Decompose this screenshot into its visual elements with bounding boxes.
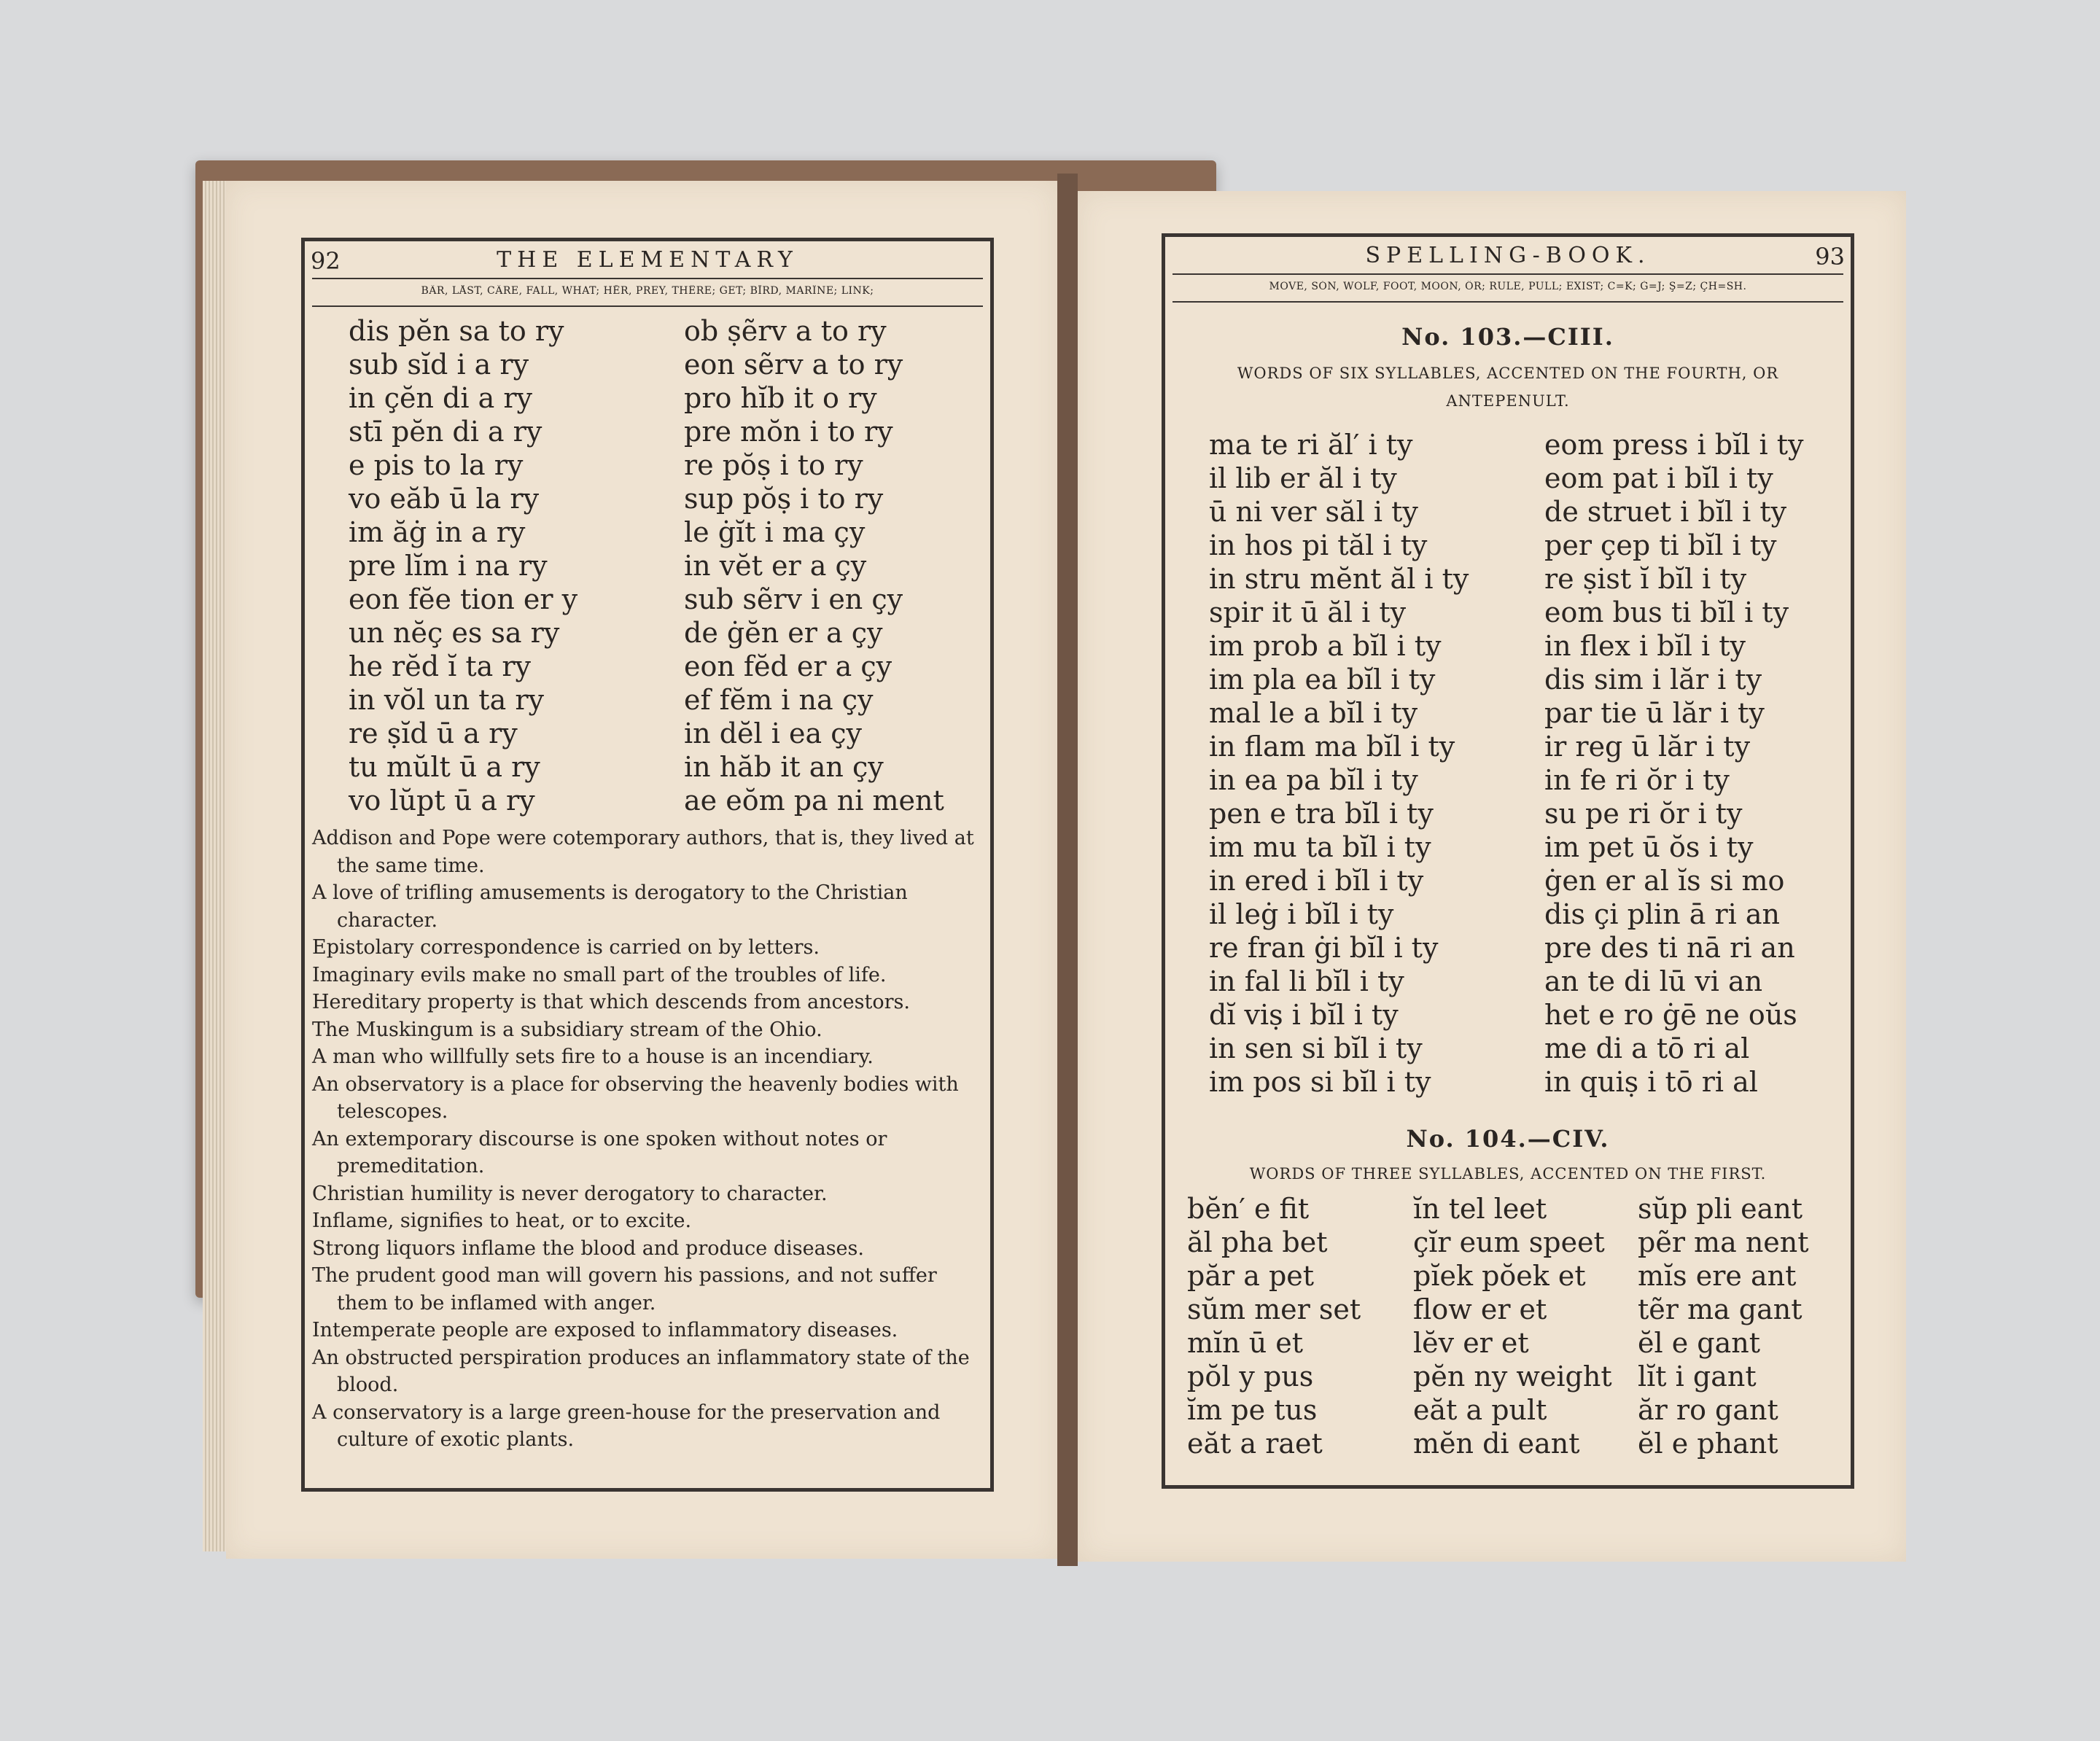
spelling-word: im pet ū ŏs i ty	[1544, 831, 1754, 863]
spelling-word: mal le a bĭl i ty	[1209, 697, 1418, 729]
spelling-word: ăr ro gant	[1638, 1394, 1778, 1426]
spelling-word: mĭn ū et	[1187, 1327, 1304, 1359]
right-key-rule	[1172, 301, 1843, 303]
example-sentence: An obstructed perspiration produces an inflammatory state of the blood.	[312, 1346, 970, 1396]
spelling-word: pĭek pŏek et	[1413, 1260, 1586, 1292]
section-103-description: WORDS OF SIX SYLLABLES, ACCENTED ON THE FOURTH, OR ANTEPENULT.	[1237, 365, 1779, 410]
page-edges	[203, 181, 229, 1551]
spelling-word: sŭm mer set	[1187, 1293, 1361, 1325]
spelling-word: im pos si bĭl i ty	[1209, 1066, 1431, 1098]
spelling-word: lĭt i gant	[1638, 1360, 1757, 1393]
spelling-word: pre des ti nā ri an	[1544, 932, 1795, 964]
left-key-rule	[312, 305, 983, 307]
spelling-word: pẽr ma nent	[1638, 1226, 1809, 1258]
spelling-word: in dĕl i ea çy	[684, 717, 862, 749]
spelling-word: in flex i bĭl i ty	[1544, 630, 1746, 662]
spelling-word: pro hĭb it o ry	[684, 382, 877, 414]
section-103-column-b	[1544, 428, 1803, 1099]
spelling-word: ef fĕm i na çy	[684, 684, 874, 716]
example-sentence: Inflame, signifies to heat, or to excite.	[312, 1210, 692, 1232]
spelling-word: in fal li bĭl i ty	[1209, 965, 1404, 997]
section-104-description: WORDS OF THREE SYLLABLES, ACCENTED ON THE FIRST.	[1249, 1165, 1767, 1183]
left-page-frame	[301, 238, 994, 1492]
spelling-word: il leġ i bĭl i ty	[1209, 898, 1394, 930]
spelling-word: in ered i bĭl i ty	[1209, 865, 1424, 897]
spelling-word: im pla ea bĭl i ty	[1209, 663, 1436, 696]
spelling-word: dis sim i lăr i ty	[1544, 663, 1762, 696]
spelling-word: eom bus ti bĭl i ty	[1544, 596, 1789, 628]
right-pronunciation-key: MOVE, SÓN, WOLF, FOOT, MOON, ÔR; RULE, PULL; EXIST; C=K; Ġ=J; Ş=Z; ÇH=SH.	[1269, 281, 1747, 292]
spelling-word: sup pŏṣ i to ry	[684, 483, 884, 515]
spelling-word: in hăb it an çy	[684, 751, 884, 783]
spelling-word: ĕl e phant	[1638, 1428, 1778, 1460]
spelling-word: im mu ta bĭl i ty	[1209, 831, 1431, 863]
section-103-title: No. 103.—CIII.	[1401, 323, 1614, 351]
left-word-column-b	[684, 314, 944, 817]
spelling-word: pre mŏn i to ry	[684, 416, 893, 448]
spelling-word: dĭ viṣ i bĭl i ty	[1209, 999, 1399, 1031]
spelling-word: in çĕn di a ry	[349, 382, 532, 414]
spelling-word: re ṣist ĭ bĭl i ty	[1544, 563, 1747, 595]
spelling-word: pre lĭm i na ry	[349, 550, 548, 582]
spelling-word: lĕv er et	[1413, 1327, 1529, 1359]
example-sentence: A man who willfully sets fire to a house is an incendiary.	[312, 1045, 874, 1068]
example-sentence: Hereditary property is that which descends from ancestors.	[312, 991, 910, 1013]
spelling-word: he rĕd ĭ ta ry	[349, 650, 531, 682]
spelling-word: il lib er ăl i ty	[1209, 462, 1397, 494]
spelling-word: pen e tra bĭl i ty	[1209, 798, 1434, 830]
spelling-word: dis çi plin ā ri an	[1544, 898, 1781, 930]
spelling-word: ū ni ver săl i ty	[1209, 496, 1418, 528]
left-running-title: THE ELEMENTARY	[497, 247, 798, 273]
spelling-word: eom press i bĭl i ty	[1544, 429, 1804, 461]
spelling-word: eăt a pult	[1413, 1394, 1547, 1426]
example-sentence: A love of trifling amusements is derogatory to the Christian character.	[312, 881, 908, 932]
example-sentence: Intemperate people are exposed to inflammatory diseases.	[312, 1319, 898, 1341]
spelling-word: su pe ri ŏr i ty	[1544, 798, 1743, 830]
example-sentence: An extemporary discourse is one spoken without notes or premeditation.	[312, 1127, 887, 1177]
spelling-word: pŏl y pus	[1187, 1360, 1314, 1393]
example-sentence: A conservatory is a large green-house for the preservation and culture of exotic plants.	[312, 1401, 941, 1451]
spelling-word: stī pĕn di a ry	[349, 416, 542, 448]
spelling-word: ae eŏm pa ni ment	[684, 784, 944, 817]
section-103-column-a	[1209, 428, 1469, 1099]
example-sentence: Christian humility is never derogatory to character.	[312, 1182, 828, 1205]
spelling-word: le ġĭt i ma çy	[684, 516, 866, 548]
example-sentence: Epistolary correspondence is carried on by letters.	[312, 936, 820, 959]
spelling-word: eom pat i bĭl i ty	[1544, 462, 1773, 494]
spelling-word: me di a tō ri al	[1544, 1032, 1750, 1064]
spelling-word: ma te ri ăl′ i ty	[1209, 429, 1413, 461]
spelling-word: in quiṣ i tō ri al	[1544, 1066, 1758, 1098]
spelling-word: păr a pet	[1187, 1260, 1315, 1292]
spelling-word: mĭs ere ant	[1638, 1260, 1797, 1292]
spelling-word: in vŏl un ta ry	[349, 684, 544, 716]
spelling-word: spir it ū ăl i ty	[1209, 596, 1407, 628]
spelling-word: bĕn′ e fit	[1187, 1193, 1310, 1225]
section-104-title: No. 104.—CIV.	[1406, 1125, 1610, 1153]
spelling-word: ăl pha bet	[1187, 1226, 1328, 1258]
spelling-word: e pis to la ry	[349, 449, 524, 481]
example-sentence: Imaginary evils make no small part of the troubles of life.	[312, 963, 887, 986]
spelling-word: tẽr ma gant	[1638, 1293, 1802, 1325]
example-sentence: An observatory is a place for observing the heavenly bodies with telescopes.	[312, 1072, 959, 1123]
spelling-word: eon sẽrv a to ry	[684, 348, 903, 381]
left-running-head	[305, 247, 990, 276]
example-sentence: Strong liquors inflame the blood and produce diseases.	[312, 1236, 864, 1260]
spelling-word: eon fĕe tion er y	[349, 583, 578, 615]
spelling-word: eăt a raet	[1187, 1428, 1323, 1460]
spelling-word: ob ṣẽrv a to ry	[684, 315, 887, 347]
spelling-word: an te di lū vi an	[1544, 965, 1763, 997]
spelling-word: in vĕt er a çy	[684, 550, 867, 582]
right-page-number: 93	[1815, 243, 1845, 270]
spelling-word: pĕn ny weight	[1413, 1360, 1612, 1393]
spelling-word: ir reg ū lăr i ty	[1544, 731, 1751, 763]
left-pronunciation-key: BÄR, LÅST, CÂRE, FALL, WHAT; HĒR, PREY, THÊRE; ĜET; BĪRD, MARÏNE; LINK;	[421, 285, 874, 297]
spelling-word: im ăġ in a ry	[349, 516, 526, 548]
spelling-word: sŭp pli eant	[1638, 1193, 1802, 1225]
spelling-word: un nĕç es sa ry	[349, 617, 560, 649]
right-running-head	[1165, 243, 1851, 272]
right-running-title: SPELLING-BOOK.	[1365, 243, 1651, 268]
right-page-frame	[1162, 233, 1854, 1489]
spelling-word: in ea pa bĭl i ty	[1209, 764, 1418, 796]
spelling-word: eon fĕd er a çy	[684, 650, 892, 682]
left-head-rule	[312, 278, 983, 279]
example-sentence: The prudent good man will govern his passions, and not suffer them to be inflamed with anger.	[312, 1264, 937, 1314]
spelling-word: de struet i bĭl i ty	[1544, 496, 1787, 528]
spelling-word: in hos pi tăl i ty	[1209, 529, 1428, 561]
spelling-word: par tie ū lăr i ty	[1544, 697, 1765, 729]
spelling-word: ġen er al ĭs si mo	[1544, 865, 1785, 897]
spelling-word: in stru mĕnt ăl i ty	[1209, 563, 1469, 595]
spelling-word: vo lŭpt ū a ry	[349, 784, 535, 817]
spelling-word: mĕn di eant	[1413, 1428, 1580, 1460]
spelling-word: re ṣĭd ū a ry	[349, 717, 518, 749]
section-104-column-a	[1187, 1192, 1361, 1460]
spelling-word: de ġĕn er a çy	[684, 617, 883, 649]
left-page-number: 92	[311, 247, 341, 275]
right-head-rule	[1172, 273, 1843, 275]
spelling-word: in fe ri ŏr i ty	[1544, 764, 1730, 796]
spelling-word: tu mŭlt ū a ry	[349, 751, 540, 783]
spelling-word: per çep ti bĭl i ty	[1544, 529, 1777, 561]
spelling-word: ĭn tel leet	[1413, 1193, 1547, 1225]
section-104-column-c	[1638, 1192, 1809, 1460]
spelling-word: dis pĕn sa to ry	[349, 315, 564, 347]
spelling-word: im prob a bĭl i ty	[1209, 630, 1442, 662]
spelling-word: sub sĭd i a ry	[349, 348, 529, 381]
spelling-word: re fran ġi bĭl i ty	[1209, 932, 1439, 964]
spelling-word: in sen si bĭl i ty	[1209, 1032, 1423, 1064]
spelling-word: ĕl e gant	[1638, 1327, 1761, 1359]
spelling-word: sub sẽrv i en çy	[684, 583, 903, 615]
left-example-sentences	[312, 825, 981, 1454]
spelling-word: flow er et	[1413, 1293, 1547, 1325]
spelling-word: vo eăb ū la ry	[349, 483, 540, 515]
spelling-word: in flam ma bĭl i ty	[1209, 731, 1455, 763]
example-sentence: The Muskingum is a subsidiary stream of the Ohio.	[312, 1018, 822, 1041]
book-gutter	[1057, 174, 1078, 1566]
example-sentence: Addison and Pope were cotemporary authors, that is, they lived at the same time.	[312, 827, 974, 877]
section-104-column-b	[1413, 1192, 1612, 1460]
left-word-column-a	[349, 314, 578, 817]
spelling-word: re pŏṣ i to ry	[684, 449, 863, 481]
spelling-word: het e ro ġē ne oŭs	[1544, 999, 1797, 1031]
spelling-word: ĭm pe tus	[1187, 1394, 1318, 1426]
spelling-word: çĭr eum speet	[1413, 1226, 1605, 1258]
